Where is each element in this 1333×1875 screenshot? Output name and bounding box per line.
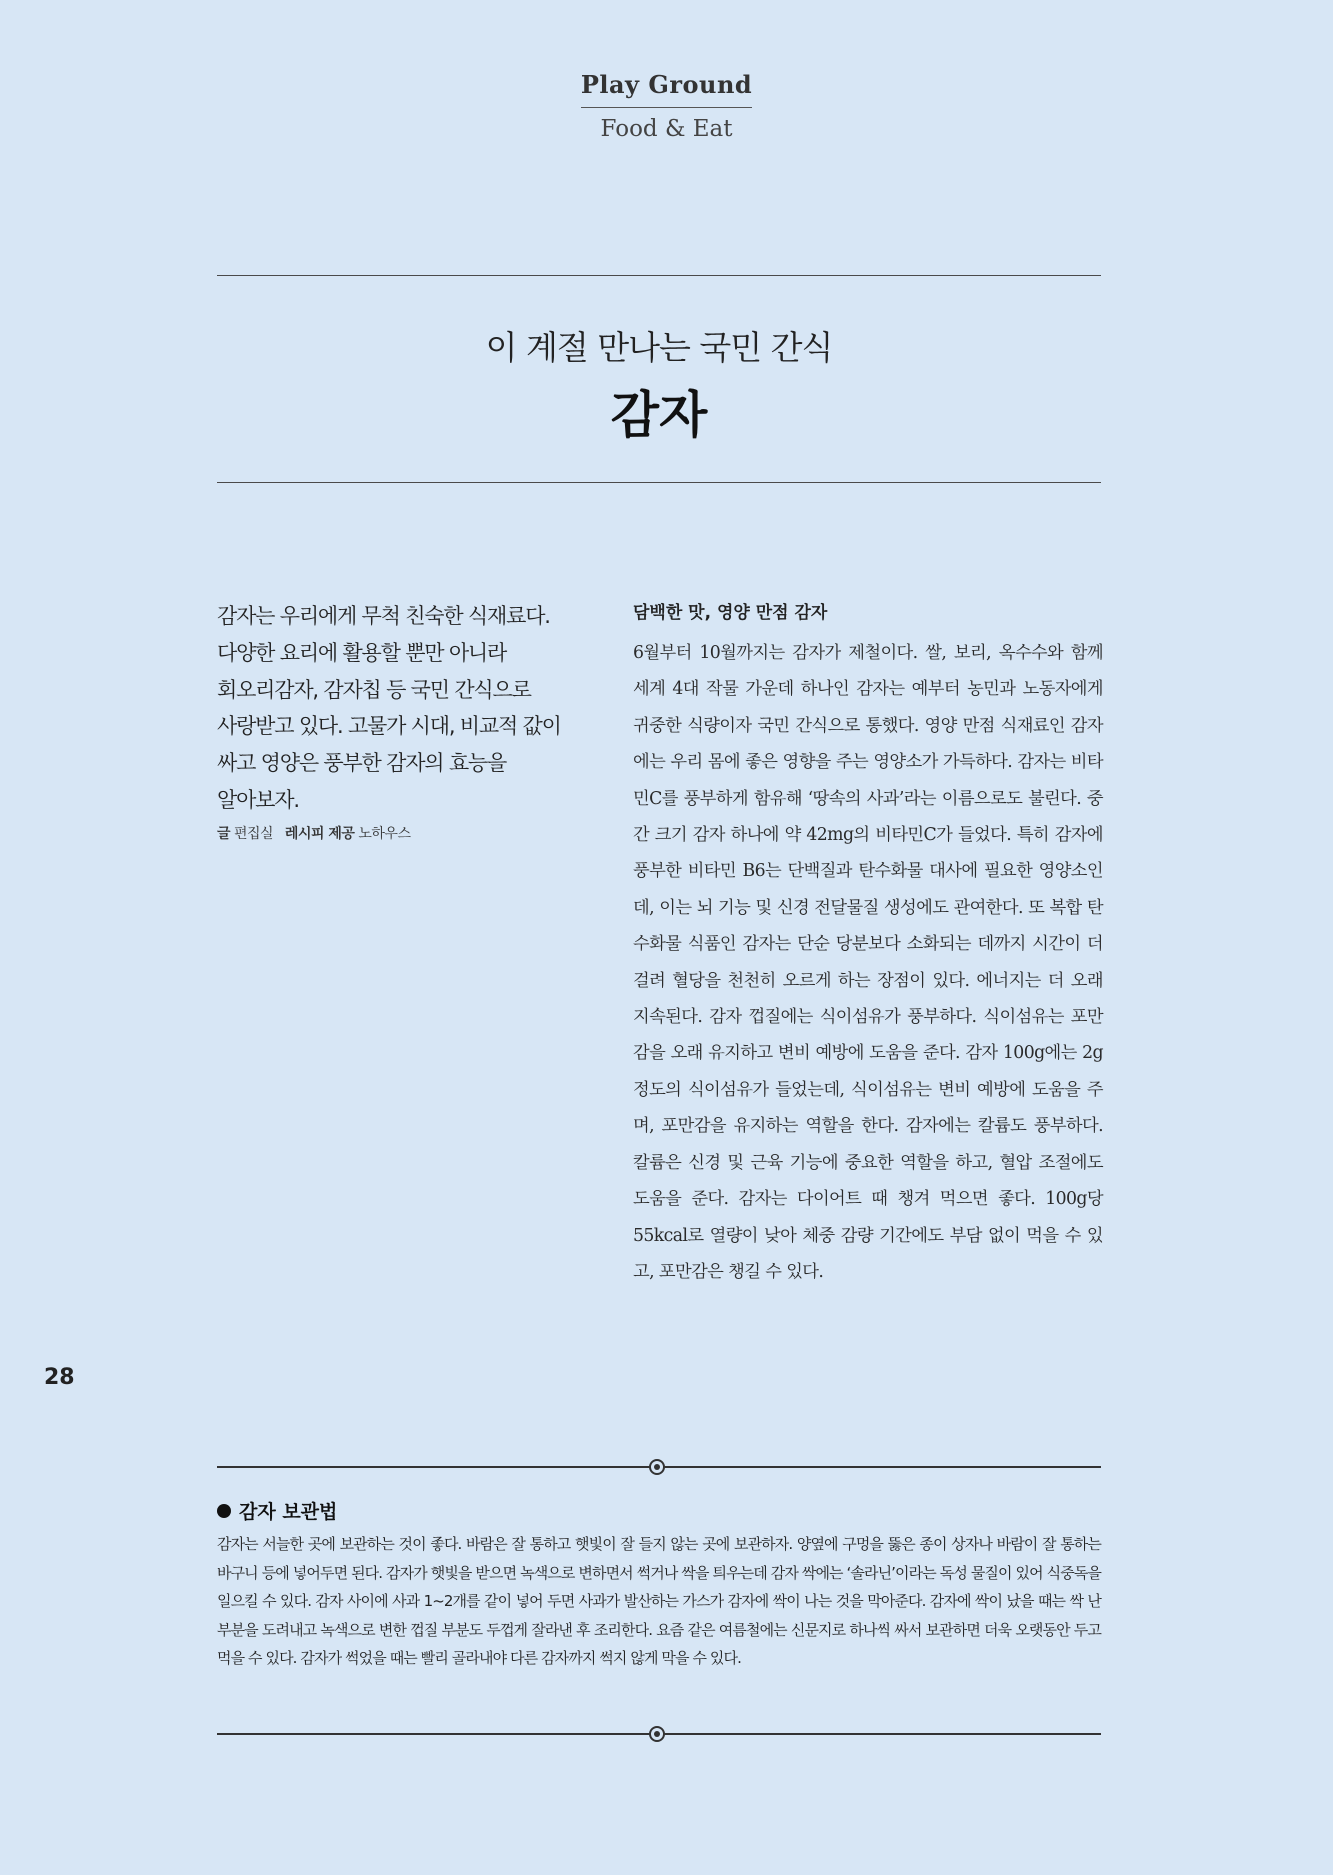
credit-writer: 편집실 (233, 825, 274, 842)
credit-recipe: 노하우스 (358, 825, 411, 842)
storage-tip-box (217, 1497, 1101, 1673)
divider-node-icon (649, 1726, 665, 1742)
divider-node-icon (649, 1459, 665, 1475)
storage-paragraph: 감자는 서늘한 곳에 보관하는 것이 좋다. 바람은 잘 통하고 햇빛이 잘 들지 않는 곳에 보관하자. 양옆에 구멍을 뚫은 종이 상자나 바람이 잘 통하는 바구니 등에 넣어두면 된다. 감자가 햇빛을 받으면 녹색으로 변하면서 썩거나 싹을 틔우는데 감자 싹에는 ‘솔라닌’이라는 독성 물질이 있어 식중독을 일으킬 수 있다. 감자 사이에 사과 1~2개를 같이 넣어 두면 사과가 발산하는 가스가 감자에 싹이 나는 것을 막아준다. 감자에 싹이 났을 때는 싹 난 부분을 도려내고 녹색으로 변한 껍질 부분도 두껍게 잘라낸 후 조리한다. 요즘 같은 여름철에는 신문지로 하나씩 싸서 보관하면 더욱 오랫동안 두고 먹을 수 있다. 감자가 썩었을 때는 빨리 골라내야 다른 감자까지 썩지 않게 막을 수 있다. (217, 1535, 1101, 1668)
article-body-column (633, 598, 1103, 1290)
title-top-rule (217, 275, 1101, 276)
page-number: 28 (44, 1365, 75, 1390)
title-bottom-rule (217, 482, 1101, 483)
article-title-block (217, 322, 1101, 447)
body-heading: 담백한 맛, 영양 만점 감자 (633, 603, 828, 623)
lead-paragraph: 감자는 우리에게 무척 친숙한 식재료다. 다양한 요리에 활용할 뿐만 아니라 회오리감자, 감자칩 등 국민 간식으로 사랑받고 있다. 고물가 시대, 비교적 값이 싸고 영양은 풍부한 감자의 효능을 알아보자. (217, 604, 561, 812)
storage-heading (217, 1497, 1101, 1524)
credit-recipe-label: 레시피 제공 (284, 825, 355, 842)
credit-writer-label: 글 (217, 825, 231, 842)
article-title: 감자 (610, 386, 708, 444)
magazine-header (0, 70, 1333, 142)
box-top-divider (217, 1457, 1101, 1477)
lead-column (217, 598, 577, 843)
section-name: Play Ground (581, 70, 752, 108)
article-kicker: 이 계절 만나는 국민 간식 (485, 328, 833, 367)
section-subtitle: Food & Eat (600, 116, 733, 142)
box-bottom-divider (217, 1724, 1101, 1744)
credit-line (217, 823, 577, 843)
bullet-icon (217, 1504, 231, 1518)
storage-heading-text: 감자 보관법 (239, 1501, 338, 1523)
body-paragraph: 6월부터 10월까지는 감자가 제철이다. 쌀, 보리, 옥수수와 함께 세계 4대 작물 가운데 하나인 감자는 예부터 농민과 노동자에게 귀중한 식량이자 국민 간식으로 통했다. 영양 만점 식재료인 감자에는 우리 몸에 좋은 영향을 주는 영양소가 가득하다. 감자는 비타민C를 풍부하게 함유해 ‘땅속의 사과’라는 이름으로도 불린다. 중간 크기 감자 하나에 약 42mg의 비타민C가 들었다. 특히 감자에 풍부한 비타민 B6는 단백질과 탄수화물 대사에 필요한 영양소인데, 이는 뇌 기능 및 신경 전달물질 생성에도 관여한다. 또 복합 탄수화물 식품인 감자는 단순 당분보다 소화되는 데까지 시간이 더 걸려 혈당을 천천히 오르게 하는 장점이 있다. 에너지는 더 오래 지속된다. 감자 껍질에는 식이섬유가 풍부하다. 식이섬유는 포만감을 오래 유지하고 변비 예방에 도움을 준다. 감자 100g에는 2g 정도의 식이섬유가 들었는데, 식이섬유는 변비 예방에 도움을 주며, 포만감을 유지하는 역할을 한다. 감자에는 칼륨도 풍부하다. 칼륨은 신경 및 근육 기능에 중요한 역할을 하고, 혈압 조절에도 도움을 준다. 감자는 다이어트 때 챙겨 먹으면 좋다. 100g당 55kcal로 열량이 낮아 체중 감량 기간에도 부담 없이 먹을 수 있고, 포만감은 챙길 수 있다. (633, 643, 1103, 1282)
